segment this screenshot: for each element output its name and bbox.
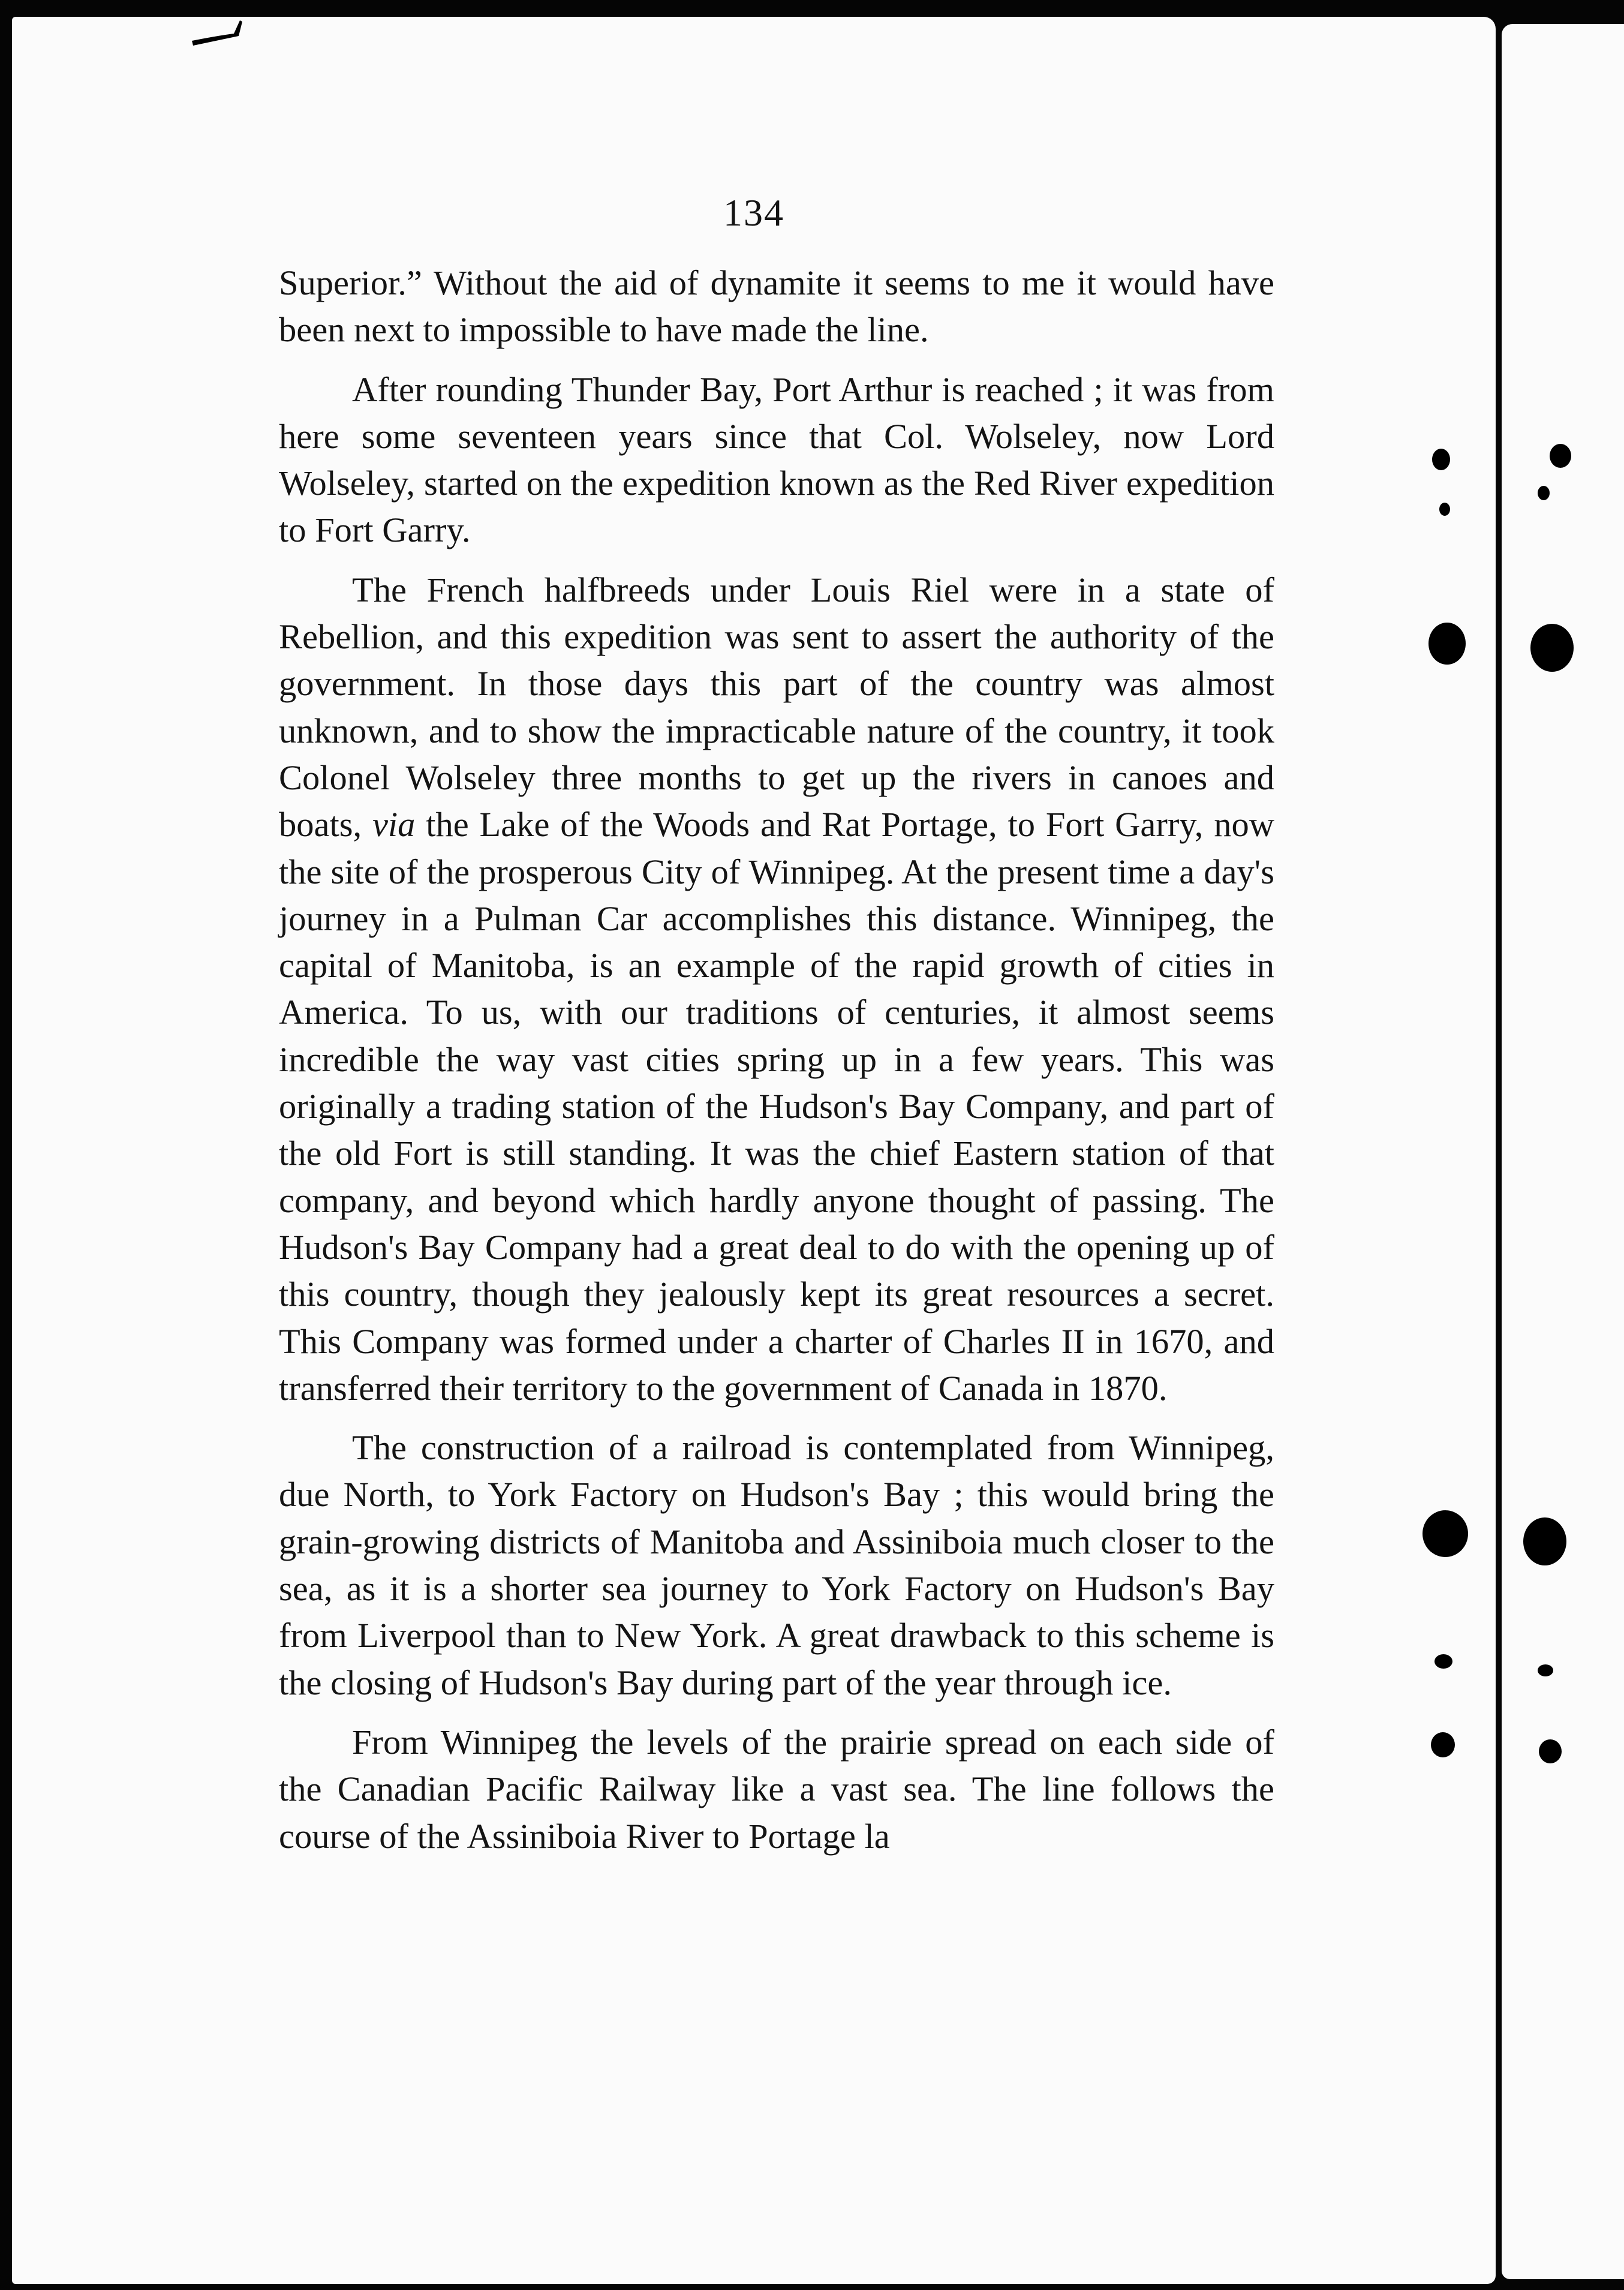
binding-hole [1432,449,1450,470]
binding-hole [1538,486,1550,500]
binding-hole [1434,1654,1452,1669]
adjacent-page-edge [1502,24,1624,2279]
binding-hole [1523,1517,1566,1565]
paragraph-1: Superior.” Without the aid of dynamite it seems to me it would have been next to impossible to have made the line. [279,263,1274,350]
book-page [12,17,1496,2284]
paragraph-3 [279,567,1274,1412]
binding-hole [1530,624,1574,672]
binding-hole [1428,623,1466,665]
binding-hole [1422,1510,1468,1557]
binding-mark [192,17,258,53]
paragraph-3-italic: via [372,805,416,845]
paragraph-5: From Winnipeg the levels of the prairie spread on each side of the Canadian Pacific Railway like a vast sea. The line follows the course of the Assiniboia River to Portage la [279,1722,1274,1856]
binding-hole [1431,1732,1455,1757]
page-number: 134 [723,191,784,234]
paragraph-3-after: the Lake of the Woods and Rat Portage, to Fort Garry, now the site of the prosperous City of Winnipeg. At the present time a day's journey in a Pulman Car accomplishes this distance. Winnipeg, the capital of Manitoba, is an example of the rapid growth of cities in America. To us, with our traditions of centuries, it almost seems incredible the way vast cities spring up in a few years. This was originally a trading station of the Hudson's Bay Company, and part of the old Fort is still standing. It was the chief Eastern station of that company, and beyond which hardly anyone thought of passing. The Hudson's Bay Company had a great deal to do with the opening up of this country, though they jealously kept its great resources a secret. This Company was formed under a charter of Charles II in 1670, and transferred their territory to the government of Canada in 1870. [279,805,1275,1408]
binding-hole [1439,503,1450,516]
binding-hole [1538,1664,1553,1676]
body-text [279,260,1274,1873]
paragraph-3-before: The French halfbreeds under Louis Riel were in a state of Rebellion, and this expedition was sent to assert the authority of the government. In those days this part of the country was almost unknown, and to show the impracticable nature of the country, it took Colonel Wolseley three months to get up the rivers in canoes and boats, [279,570,1274,845]
paragraph-2: After rounding Thunder Bay, Port Arthur is reached ; it was from here some seventeen years since that Col. Wolseley, now Lord Wolseley, started on the expedition known as the Red River expedition to Fort Garry. [279,369,1274,550]
binding-hole [1550,444,1571,468]
paragraph-4: The construction of a railroad is contemplated from Winnipeg, due North, to York Factory on Hudson's Bay ; this would bring the grain-growing districts of Manitoba and Assiniboia much closer to the sea, as it is a shorter sea journey to York Factory on Hudson's Bay from Liverpool than to New York. A great drawback to this scheme is the closing of Hudson's Bay during part of the year through ice. [279,1428,1274,1702]
binding-hole [1539,1739,1562,1763]
